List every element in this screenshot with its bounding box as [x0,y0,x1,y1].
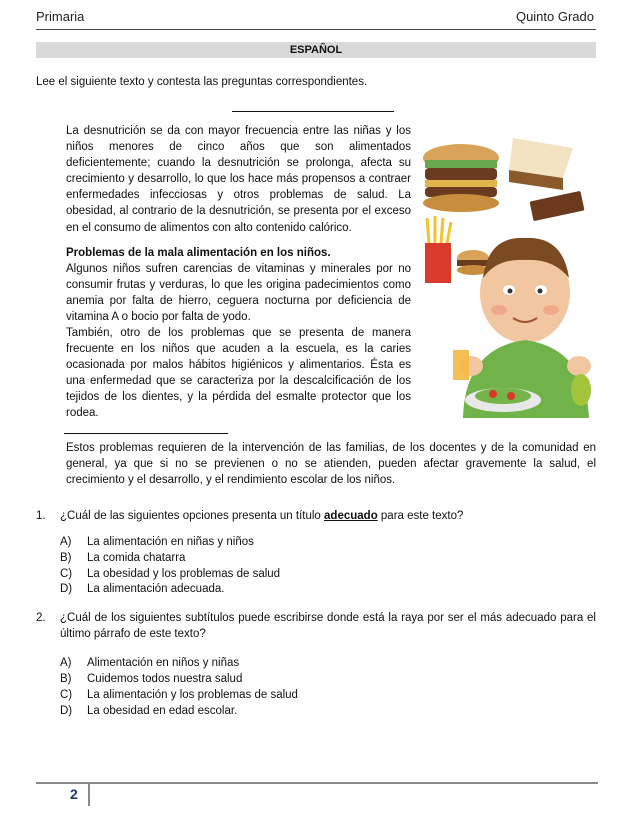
option-text: La obesidad y los problemas de salud [87,568,281,580]
option-text: La alimentación en niñas y niños [87,536,254,548]
subject-banner: ESPAÑOL [36,42,596,58]
option-text: Cuidemos todos nuestra salud [87,673,243,685]
option-letter: B) [60,673,72,685]
question-1-option-d[interactable] [60,582,224,598]
question-2-text: ¿Cuál de los siguientes subtítulos puede escribirse donde está la raya por ser el más adecuado para el último párrafo de este texto? [60,612,596,641]
question-1-option-c[interactable] [60,567,280,583]
reading-paragraph-3: También, otro de los problemas que se presenta de manera frecuente en los niños que acuden a la escuela, es la caries ocasionada por malos hábitos higiénicos y alimentarios. Ésta es una enfermedad que se caracteriza por la descalcificación de los tejidos de los dientes, y la pérdida del esmalte protector que los rodea. [66,327,411,420]
page-number: 2 [70,786,78,802]
header-level: Primaria [36,9,85,24]
option-letter: D) [60,583,73,595]
question-1-text-end: para este texto? [377,510,464,522]
reading-subtitle: Problemas de la mala alimentación en los niños. [66,247,331,259]
option-text: La alimentación y los problemas de salud [87,689,298,701]
question-1-number: 1. [36,510,46,522]
option-text: Alimentación en niños y niñas [87,657,240,669]
option-text: La obesidad en edad escolar. [87,705,238,717]
question-1-option-a[interactable] [60,535,254,551]
page-number-divider [88,784,90,806]
question-1-text [60,508,596,524]
question-2-option-a[interactable] [60,656,239,672]
option-letter: D) [60,705,73,717]
question-2-number: 2. [36,612,46,624]
footer-rule [36,782,598,784]
question-2-option-c[interactable] [60,688,298,704]
option-letter: C) [60,689,73,701]
reading-paragraph-2: Algunos niños sufren carencias de vitaminas y minerales por no consumir frutas y verduras, lo que les origina padecimientos como anemia por falta de hierro, ceguera nocturna por deficiencia de vitamina A o bocio por falta de yodo. [66,263,411,324]
option-letter: C) [60,568,73,580]
option-text: La comida chatarra [87,552,186,564]
subtitle-blank-line [64,433,228,434]
option-letter: A) [60,657,72,669]
question-1-emphasis: adecuado [324,510,378,522]
title-blank-line [232,111,394,112]
junk-food-child-illustration [413,118,593,418]
option-letter: A) [60,536,72,548]
reading-paragraph-4: Estos problemas requieren de la intervención de las familias, de los docentes y de la comunidad en general, ya que si no se previenen o no se atienden, pueden afectar gravemente la salud, el crecimiento y el desarrollo, y el rendimiento escolar de los niños. [66,442,596,487]
question-2-option-d[interactable] [60,704,237,720]
option-letter: B) [60,552,72,564]
reading-paragraph-1: La desnutrición se da con mayor frecuencia entre las niñas y los niños menores de cinco años que son alimentados deficientemente; cuando la desnutrición se prolonga, afecta su crecimiento y desarrollo, lo que los hace más propensos a contraer enfermedades infecciosas y otros problemas de salud. La obesidad, al contrario de la desnutrición, se presenta por el exceso en el consumo de alimentos con alto contenido calórico. [66,125,411,234]
question-2 [36,610,596,644]
instructions: Lee el siguiente texto y contesta las preguntas correspondientes. [36,76,368,88]
header-grade: Quinto Grado [515,9,594,24]
question-2-option-b[interactable] [60,672,242,688]
question-1-option-b[interactable] [60,551,185,567]
question-1-text-start: ¿Cuál de las siguientes opciones presenta un título [60,510,325,522]
header-rule [36,29,596,30]
option-text: La alimentación adecuada. [87,583,225,595]
